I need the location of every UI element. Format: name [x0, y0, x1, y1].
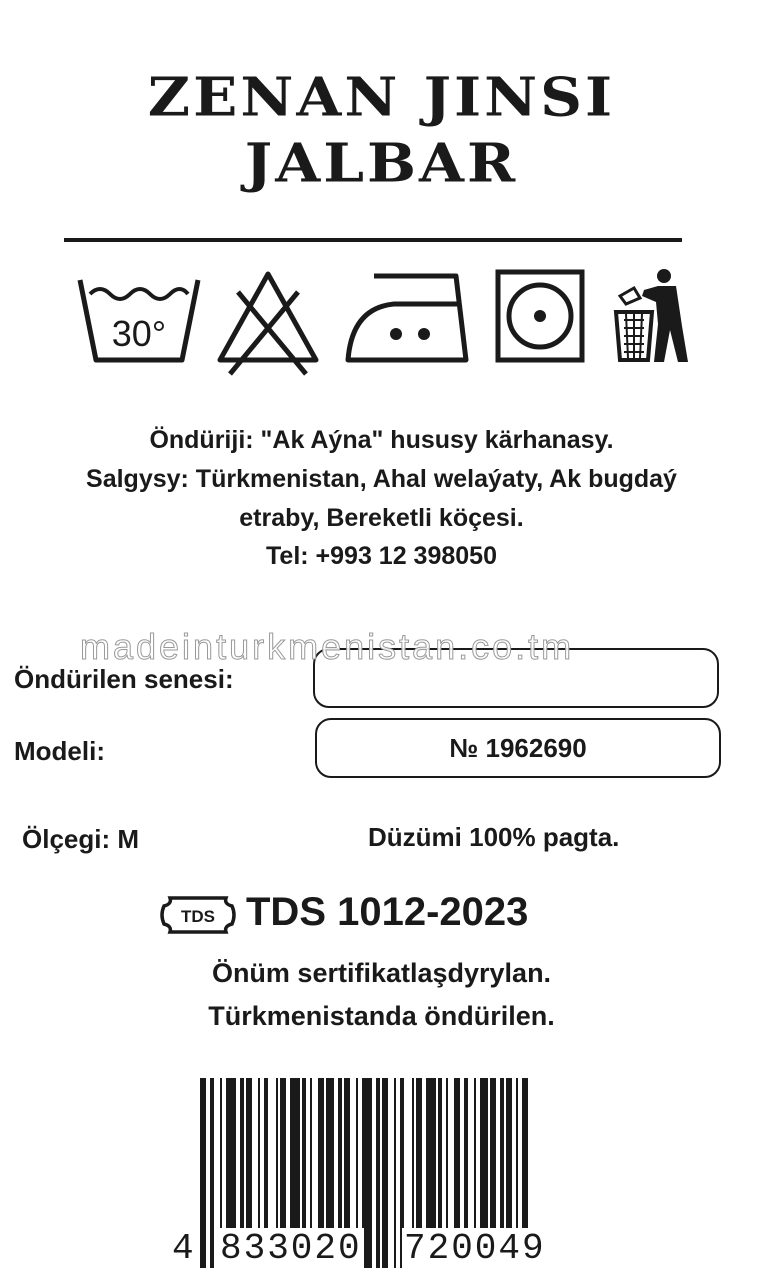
barcode-digits-left: 833020	[220, 1228, 362, 1269]
address-line-2: etraby, Bereketli köçesi.	[239, 504, 524, 532]
wash-temperature: 30°	[111, 313, 167, 354]
barcode-digits-right: 720049	[404, 1228, 546, 1269]
tumble-dry-icon	[494, 268, 586, 364]
iron-two-dots-icon	[344, 268, 470, 368]
phone-line: Tel: +993 12 398050	[266, 542, 497, 570]
title-line-2: JALBAR	[244, 131, 519, 195]
barcode-bar	[376, 1078, 380, 1268]
wash-30-icon	[76, 268, 202, 368]
tds-logo-text: TDS	[181, 907, 215, 926]
watermark: madeinturkmenistan.co.tm	[80, 626, 575, 667]
composition-label: Düzümi 100% pagta.	[368, 822, 620, 852]
do-not-bleach-icon	[214, 268, 322, 380]
barcode-bar	[200, 1078, 206, 1268]
title-line-1: ZENAN JINSI	[147, 65, 616, 129]
certification-line: Önüm sertifikatlaşdyrylan.	[211, 958, 552, 988]
barcode-bar	[382, 1078, 388, 1268]
title-divider	[64, 238, 682, 242]
model-field: № 1962690	[315, 718, 721, 778]
production-year-label: Öndürilen senesi:	[14, 664, 234, 694]
model-label: Modeli:	[14, 736, 105, 766]
standard-code: TDS 1012-2023	[246, 890, 529, 934]
barcode-bar	[210, 1078, 214, 1268]
production-year-field	[313, 648, 719, 708]
address-line: Salgysy: Türkmenistan, Ahal welaýaty, Ak bugdaý	[86, 465, 677, 493]
tds-logo-icon	[158, 894, 238, 936]
maker-line: Öndüriji: "Ak Aýna" hususy kärhanasy.	[149, 426, 614, 454]
made-in-line: Türkmenistanda öndürilen.	[208, 1001, 555, 1031]
size-label: Ölçegi: M	[22, 824, 140, 854]
barcode-bar	[394, 1078, 396, 1268]
dispose-in-bin-icon	[612, 268, 692, 368]
barcode-lead-digit: 4	[172, 1228, 194, 1269]
